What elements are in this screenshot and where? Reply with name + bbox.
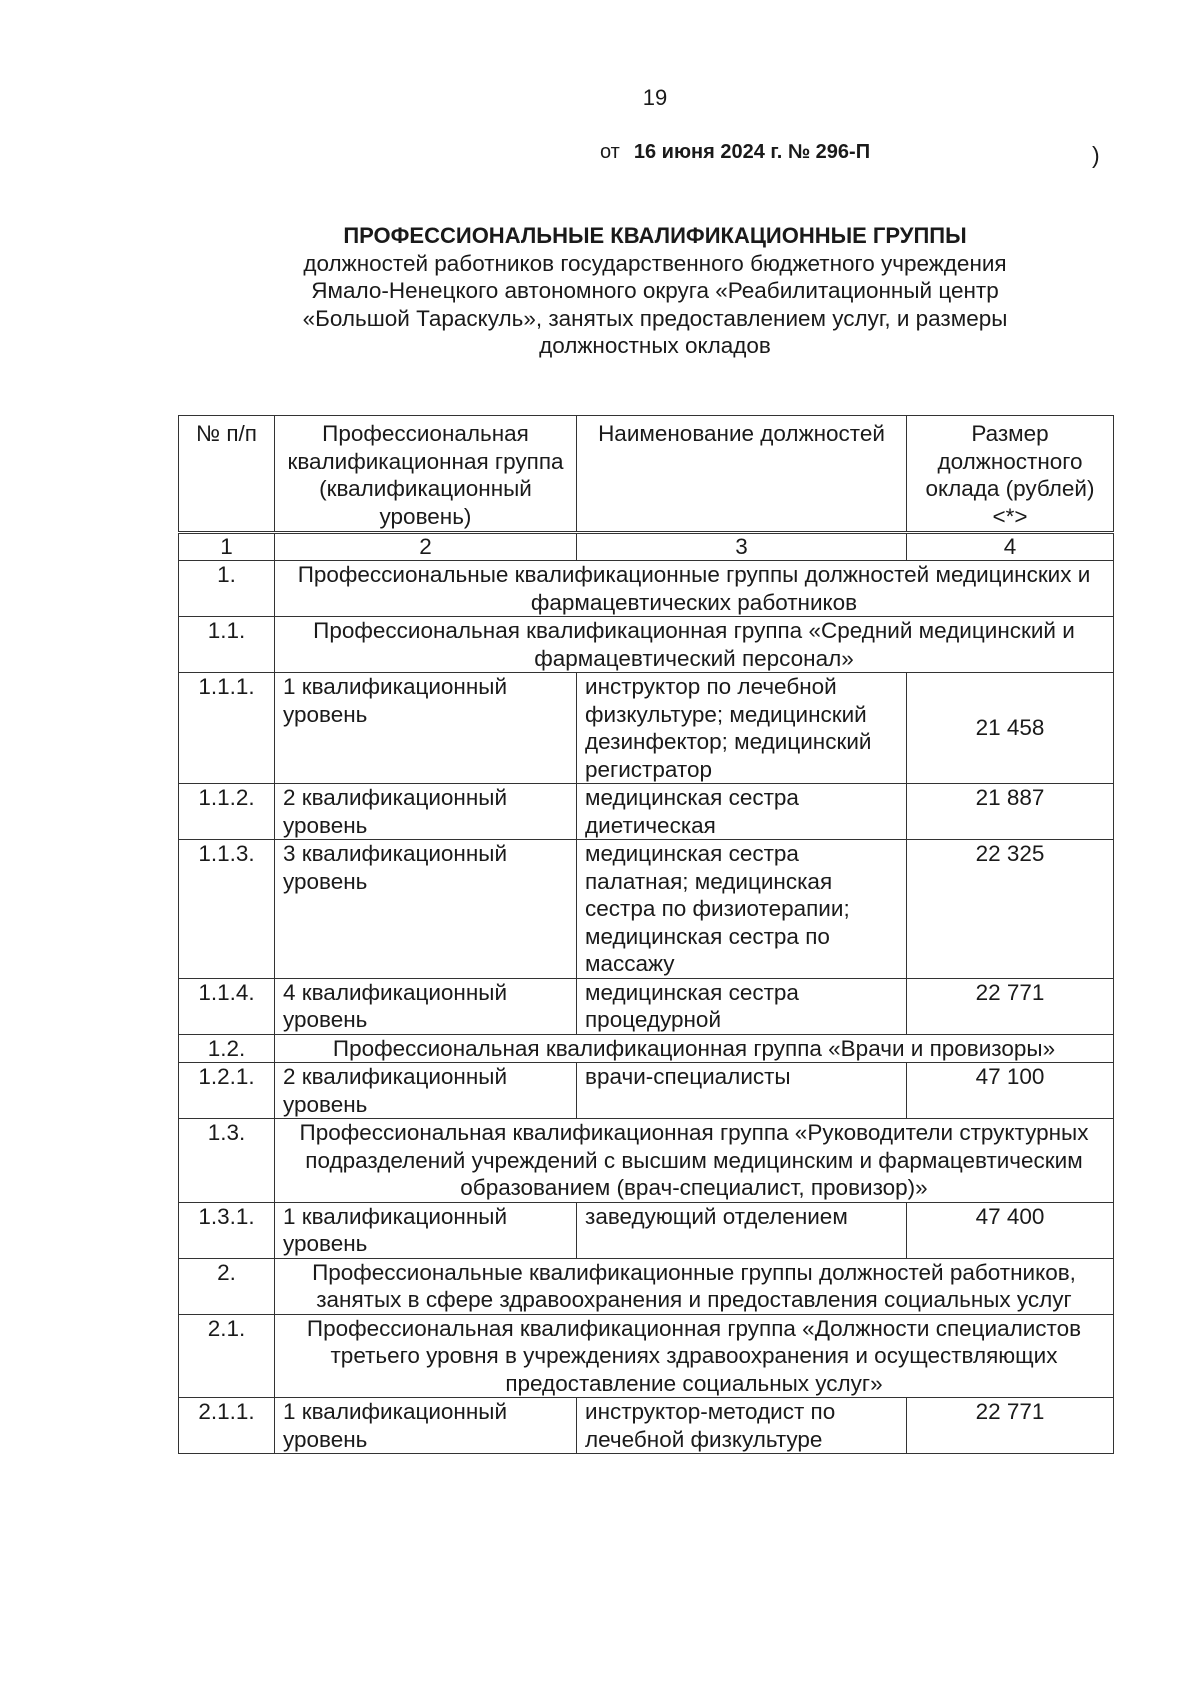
- position-names: инструктор по лечебной физкультуре; медицинский дезинфектор; медицинский регистратор: [577, 673, 907, 784]
- row-number: 1.2.: [179, 1034, 275, 1063]
- position-names: медицинская сестра диетическая: [577, 784, 907, 840]
- table-row: [179, 1398, 1114, 1454]
- header-positions: Наименование должностей: [577, 416, 907, 533]
- row-number: 1.1.2.: [179, 784, 275, 840]
- row-number: 1.1.3.: [179, 840, 275, 979]
- section-row: [179, 1119, 1114, 1203]
- salary-amount: 47 100: [907, 1063, 1114, 1119]
- row-number: 1.1.: [179, 617, 275, 673]
- qualification-level: 4 квалификационный уровень: [275, 978, 577, 1034]
- salary-amount: 22 325: [907, 840, 1114, 979]
- qualification-level: 3 квалификационный уровень: [275, 840, 577, 979]
- document-title: [200, 222, 1110, 360]
- table-header-row: [179, 416, 1114, 533]
- qualification-level: 1 квалификационный уровень: [275, 673, 577, 784]
- qualification-level: 2 квалификационный уровень: [275, 784, 577, 840]
- subtitle-line: должностных окладов: [539, 333, 771, 358]
- reference-date-number: 16 июня 2024 г. № 296-П: [633, 141, 871, 163]
- qualification-level: 2 квалификационный уровень: [275, 1063, 577, 1119]
- position-names: медицинская сестра палатная; медицинская сестра по физиотерапии; медицинская сестра по массажу: [577, 840, 907, 979]
- main-title: ПРОФЕССИОНАЛЬНЫЕ КВАЛИФИКАЦИОННЫЕ ГРУППЫ: [343, 223, 967, 248]
- salary-amount: 21 887: [907, 784, 1114, 840]
- row-number: 2.1.1.: [179, 1398, 275, 1454]
- column-number: 2: [275, 533, 577, 561]
- header-qualification-group: Профессиональная квалификационная группа (квалификационный уровень): [275, 416, 577, 533]
- row-number: 1.3.1.: [179, 1202, 275, 1258]
- document-reference: [600, 141, 870, 164]
- column-number: 3: [577, 533, 907, 561]
- table-row: [179, 978, 1114, 1034]
- salary-amount: 47 400: [907, 1202, 1114, 1258]
- section-title: Профессиональная квалификационная группа «Руководители структурных подразделений учреждений с высшим медицинским и фармацевтическим образованием (врач-специалист, провизор)»: [275, 1119, 1114, 1203]
- position-names: заведующий отделением: [577, 1202, 907, 1258]
- section-title: Профессиональная квалификационная группа «Средний медицинский и фармацевтический персонал»: [275, 617, 1114, 673]
- salary-amount: 21 458: [907, 673, 1114, 784]
- row-number: 1.1.4.: [179, 978, 275, 1034]
- row-number: 2.1.: [179, 1314, 275, 1398]
- row-number: 1.: [179, 561, 275, 617]
- header-number: № п/п: [179, 416, 275, 533]
- position-names: медицинская сестра процедурной: [577, 978, 907, 1034]
- header-salary: Размер должностного оклада (рублей) <*>: [907, 416, 1114, 533]
- table-row: [179, 1202, 1114, 1258]
- row-number: 2.: [179, 1258, 275, 1314]
- subtitle-line: «Большой Тараскуль», занятых предоставлением услуг, и размеры: [302, 305, 1008, 331]
- section-title: Профессиональные квалификационные группы должностей медицинских и фармацевтических работников: [275, 561, 1114, 617]
- section-row: [179, 1258, 1114, 1314]
- column-number: 1: [179, 533, 275, 561]
- salary-amount: 22 771: [907, 1398, 1114, 1454]
- row-number: 1.2.1.: [179, 1063, 275, 1119]
- row-number: 1.1.1.: [179, 673, 275, 784]
- table-row: [179, 840, 1114, 979]
- section-title: Профессиональная квалификационная группа «Врачи и провизоры»: [275, 1034, 1114, 1063]
- qualification-level: 1 квалификационный уровень: [275, 1398, 577, 1454]
- reference-closing-paren: ): [1092, 142, 1100, 168]
- section-title: Профессиональная квалификационная группа «Должности специалистов третьего уровня в учреждениях здравоохранения и осуществляющих предоставление социальных услуг»: [275, 1314, 1114, 1398]
- subtitle-line: Ямало-Ненецкого автономного округа «Реабилитационный центр: [311, 278, 999, 303]
- page-number: 19: [642, 85, 668, 110]
- table-row: [179, 1063, 1114, 1119]
- table-row: [179, 673, 1114, 784]
- reference-prefix: от: [600, 141, 620, 163]
- section-row: [179, 561, 1114, 617]
- section-row: [179, 617, 1114, 673]
- qualification-level: 1 квалификационный уровень: [275, 1202, 577, 1258]
- subtitle-line: должностей работников государственного бюджетного учреждения: [303, 250, 1007, 276]
- table-row: [179, 784, 1114, 840]
- qualification-table: [178, 415, 1114, 1454]
- row-number: 1.3.: [179, 1119, 275, 1203]
- section-title: Профессиональные квалификационные группы должностей работников, занятых в сфере здравоохранения и предоставления социальных услуг: [275, 1258, 1114, 1314]
- position-names: врачи-специалисты: [577, 1063, 907, 1119]
- column-number-row: [179, 533, 1114, 561]
- position-names: инструктор-методист по лечебной физкультуре: [577, 1398, 907, 1454]
- section-row: [179, 1034, 1114, 1063]
- column-number: 4: [907, 533, 1114, 561]
- section-row: [179, 1314, 1114, 1398]
- salary-amount: 22 771: [907, 978, 1114, 1034]
